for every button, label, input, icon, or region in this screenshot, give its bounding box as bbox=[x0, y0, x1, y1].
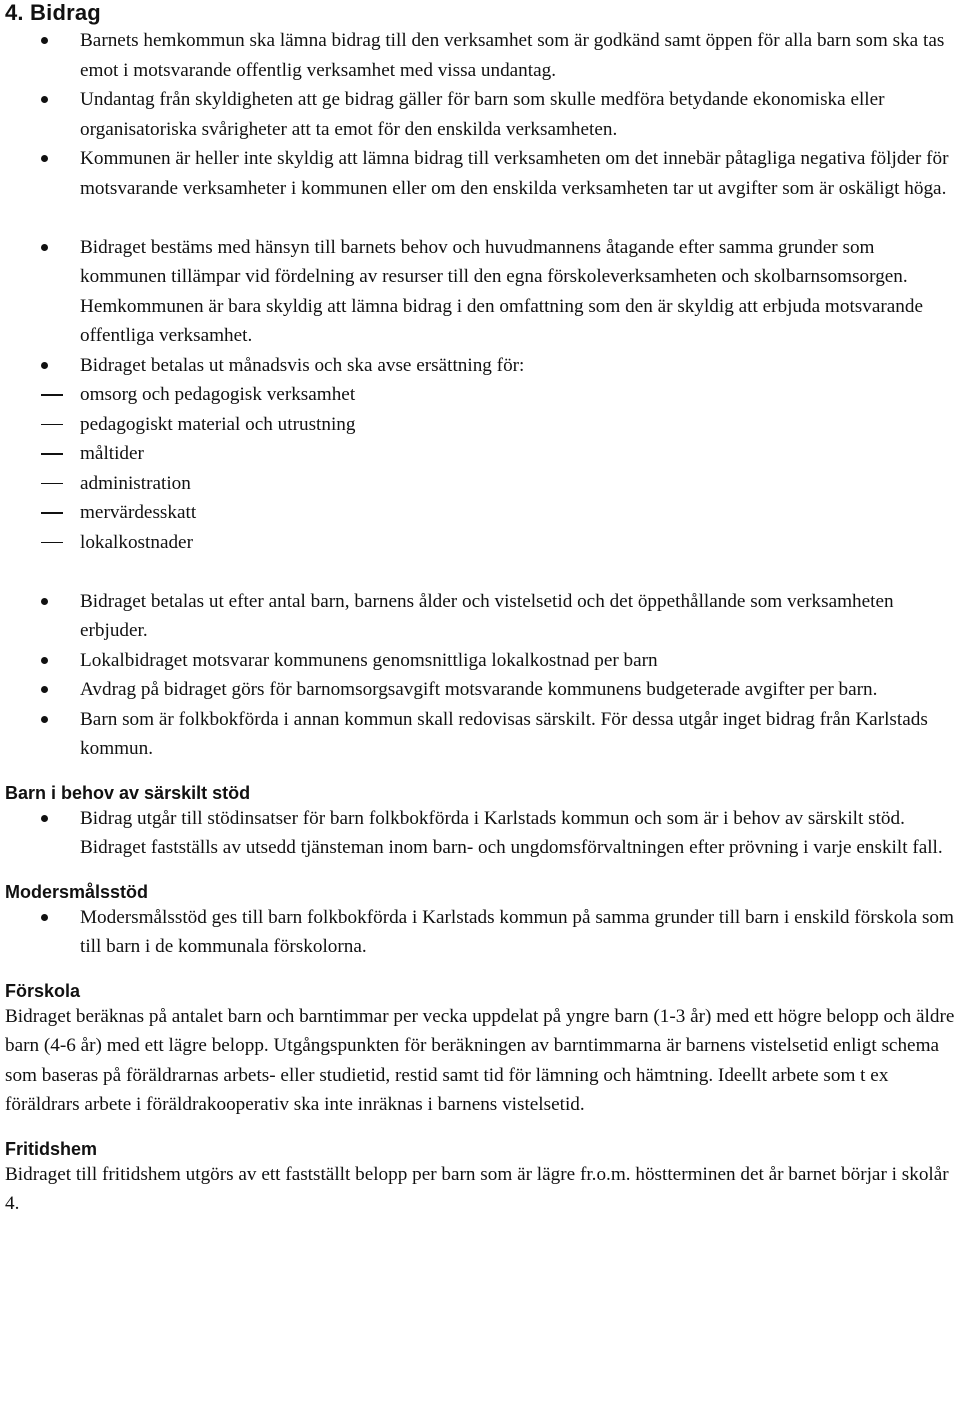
list-item-text: Bidraget betalas ut månadsvis och ska avse ersättning för: bbox=[80, 354, 525, 376]
basis-list bbox=[5, 233, 957, 381]
preschool-paragraph: Bidraget beräknas på antalet barn och barntimmar per vecka uppdelat på yngre barn (1-3 år) med ett högre belopp och äldre barn (4-6 år) med ett lägre belopp. Utgångspunkten för beräkningen av barntimmarna är barnens vistelsetid enligt schema som baseras på föräldrarnas arbets- eller studietid, restid samt tid för lämning och hämtning. Ideellt arbete som t ex föräldrars arbete i föräldrakooperativ ska inte inräknas i barnens vistelsetid. bbox=[5, 1005, 955, 1115]
list-item-text: omsorg och pedagogisk verksamhet bbox=[80, 384, 356, 405]
list-item-text: Modersmålsstöd ges till barn folkbokförda i Karlstads kommun på samma grunder till barn i enskild förskola som till barn i de kommunala förskolorna. bbox=[80, 906, 954, 957]
list-item-text: Barn som är folkbokförda i annan kommun skall redovisas särskilt. För dessa utgår inget bidrag från Karlstads kommun. bbox=[80, 708, 928, 759]
bullet-icon bbox=[5, 233, 80, 263]
bullet-icon bbox=[5, 804, 80, 834]
dash-icon bbox=[5, 528, 80, 558]
bullet-icon bbox=[5, 675, 80, 705]
list-item-text: Avdrag på bidraget görs för barnomsorgsavgift motsvarande kommunens budgeterade avgifter per barn. bbox=[80, 679, 878, 700]
bullet-icon bbox=[5, 26, 80, 56]
list-item bbox=[5, 144, 957, 203]
mother-tongue-list bbox=[5, 903, 957, 962]
list-item-text: administration bbox=[80, 472, 191, 494]
list-item bbox=[5, 26, 957, 85]
special-needs-heading: Barn i behov av särskilt stöd bbox=[5, 782, 251, 803]
list-item-text: Undantag från skyldigheten att ge bidrag gäller för barn som skulle medföra betydande ekonomiska eller organisatoriska svårigheter att ta emot för den enskilda verksamheten. bbox=[80, 89, 885, 140]
intro-list bbox=[5, 26, 957, 203]
spacer bbox=[5, 764, 957, 782]
special-needs-list bbox=[5, 804, 957, 863]
list-item bbox=[5, 351, 957, 381]
spacer bbox=[5, 1120, 957, 1138]
dash-icon bbox=[5, 380, 80, 410]
list-item-text: pedagogiskt material och utrustning bbox=[80, 413, 356, 435]
payment-list bbox=[5, 587, 957, 764]
list-item bbox=[5, 587, 957, 646]
list-item bbox=[5, 439, 957, 469]
spacer bbox=[5, 557, 957, 587]
list-item-text: måltider bbox=[80, 443, 144, 464]
bullet-icon bbox=[5, 903, 80, 933]
list-item bbox=[5, 804, 957, 863]
dash-icon bbox=[5, 410, 80, 440]
dash-icon bbox=[5, 439, 80, 469]
list-item-text: Bidrag utgår till stödinsatser för barn folkbokförda i Karlstads kommun och som är i behov av särskilt stöd. Bidraget fastställs av utsedd tjänsteman inom barn- och ungdomsförvaltningen efter prövning i varje enskilt fall. bbox=[80, 807, 943, 858]
document-page bbox=[5, 0, 957, 1219]
list-item bbox=[5, 380, 957, 410]
list-item bbox=[5, 903, 957, 962]
list-item bbox=[5, 498, 957, 528]
list-item-text: lokalkostnader bbox=[80, 531, 193, 553]
list-item bbox=[5, 528, 957, 558]
dash-icon bbox=[5, 498, 80, 528]
section-title: 4. Bidrag bbox=[5, 0, 101, 25]
list-item bbox=[5, 705, 957, 764]
list-item-text: Bidraget bestäms med hänsyn till barnets behov och huvudmannens åtagande efter samma grunder som kommunen tillämpar vid fördelning av resurser till den egna förskoleverksamheten och skolbarnsomsorgen. Hemkommunen är bara skyldig att lämna bidrag i den omfattning som den är skyldig att erbjuda motsvarande offentliga verksamhet. bbox=[80, 236, 923, 346]
preschool-heading: Förskola bbox=[5, 980, 81, 1001]
bullet-icon bbox=[5, 144, 80, 174]
list-item-text: Kommunen är heller inte skyldig att lämna bidrag till verksamheten om det innebär påtagliga negativa följder för motsvarande verksamheter i kommunen eller om den enskilda verksamheten tar ut avgifter som är oskäligt höga. bbox=[80, 148, 949, 199]
list-item bbox=[5, 85, 957, 144]
spacer bbox=[5, 863, 957, 881]
list-item-text: Barnets hemkommun ska lämna bidrag till den verksamhet som är godkänd samt öppen för alla barn som ska tas emot i motsvarande offentlig verksamhet med vissa undantag. bbox=[80, 30, 945, 81]
cost-list bbox=[5, 380, 957, 557]
list-item-text: Lokalbidraget motsvarar kommunens genomsnittliga lokalkostnad per barn bbox=[80, 649, 658, 671]
spacer bbox=[5, 962, 957, 980]
leisure-center-heading: Fritidshem bbox=[5, 1138, 98, 1159]
list-item-text: Bidraget betalas ut efter antal barn, barnens ålder och vistelsetid och det öppethållande som verksamheten erbjuder. bbox=[80, 590, 894, 641]
list-item-text: mervärdesskatt bbox=[80, 502, 197, 523]
list-item bbox=[5, 646, 957, 676]
list-item bbox=[5, 675, 957, 705]
bullet-icon bbox=[5, 85, 80, 115]
spacer bbox=[5, 203, 957, 233]
bullet-icon bbox=[5, 351, 80, 381]
bullet-icon bbox=[5, 705, 80, 735]
leisure-center-paragraph: Bidraget till fritidshem utgörs av ett fastställt belopp per barn som är lägre fr.o.m. höstterminen det år barnet börjar i skolår 4. bbox=[5, 1163, 949, 1214]
bullet-icon bbox=[5, 646, 80, 676]
bullet-icon bbox=[5, 587, 80, 617]
list-item bbox=[5, 410, 957, 440]
list-item bbox=[5, 469, 957, 499]
mother-tongue-heading: Modersmålsstöd bbox=[5, 881, 149, 902]
list-item bbox=[5, 233, 957, 351]
dash-icon bbox=[5, 469, 80, 499]
